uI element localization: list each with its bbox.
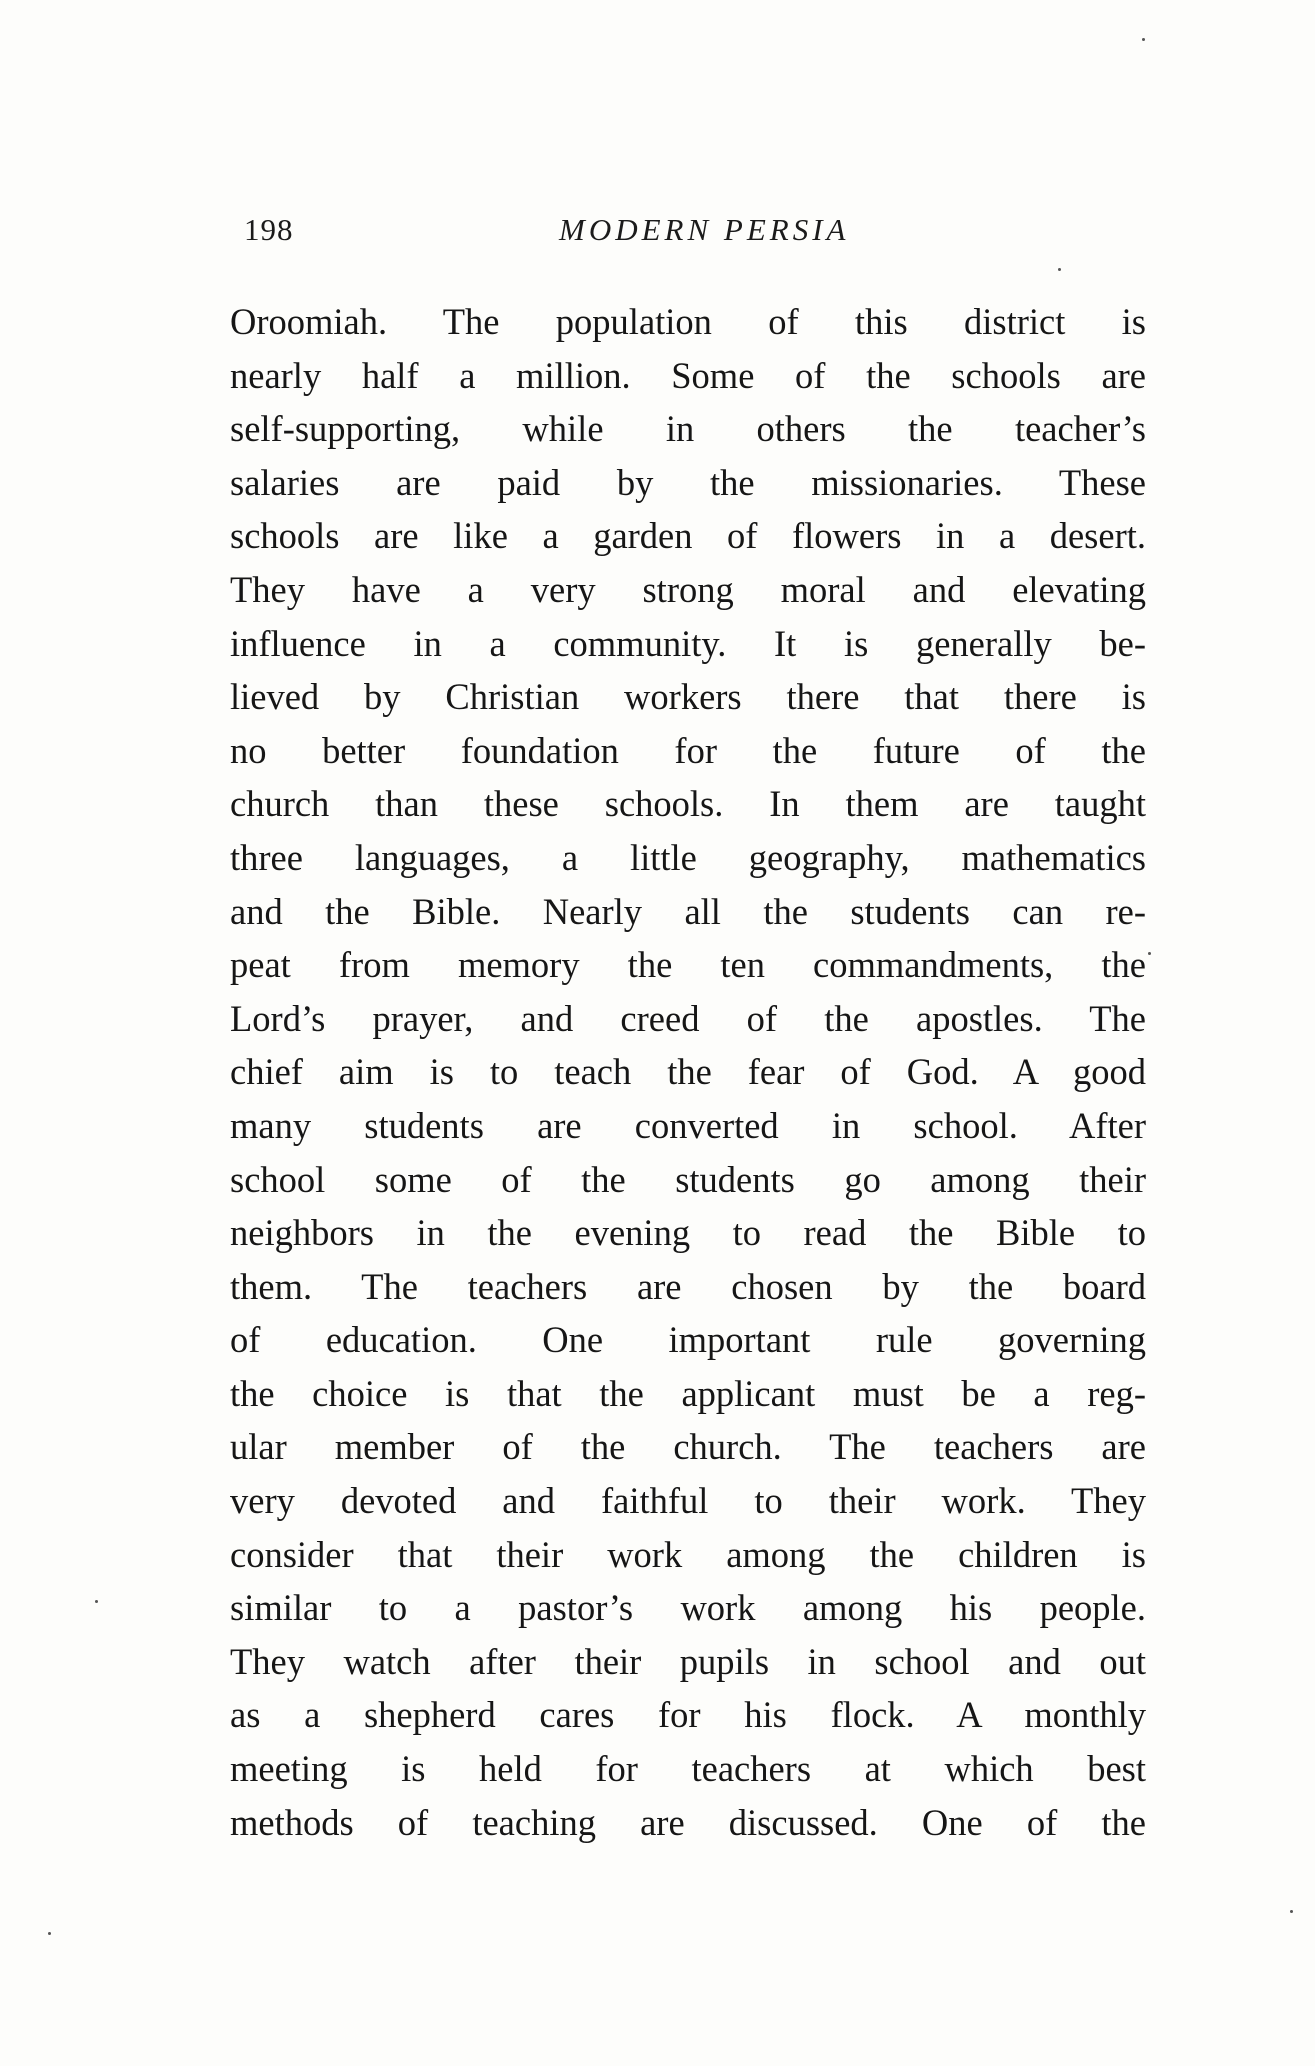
scan-speck: [95, 1600, 98, 1603]
body-text: [230, 295, 1146, 1849]
text-line: Oroomiah. The population of this district is: [230, 301, 1146, 342]
scan-speck: [1148, 952, 1151, 955]
text-line: similar to a pastor’s work among his people.: [230, 1587, 1146, 1629]
page-header: [244, 212, 1144, 262]
text-line: Lord’s prayer, and creed of the apostles. The: [230, 997, 1146, 1039]
text-line: self-supporting, while in others the teacher’s: [230, 408, 1146, 450]
text-line: salaries are paid by the missionaries. These: [230, 461, 1146, 503]
scan-speck: [1290, 1910, 1293, 1913]
text-line: consider that their work among the children is: [230, 1533, 1146, 1575]
scan-speck: [1142, 38, 1145, 41]
text-line: chief aim is to teach the fear of God. A good: [230, 1051, 1146, 1093]
text-line: very devoted and faithful to their work. They: [230, 1480, 1146, 1522]
text-line: many students are converted in school. After: [230, 1104, 1146, 1146]
running-title: MODERN PERSIA: [559, 212, 850, 247]
text-line: neighbors in the evening to read the Bible to: [230, 1212, 1146, 1254]
text-line: no better foundation for the future of the: [230, 729, 1146, 771]
text-line: meeting is held for teachers at which best: [230, 1748, 1146, 1790]
text-line: and the Bible. Nearly all the students can re-: [230, 890, 1146, 932]
text-line: church than these schools. In them are taught: [230, 783, 1146, 825]
text-line: peat from memory the ten commandments, the: [230, 944, 1146, 986]
text-line: three languages, a little geography, mathematics: [230, 836, 1146, 878]
scan-speck: [48, 1932, 51, 1935]
text-line: They have a very strong moral and elevating: [230, 568, 1146, 610]
text-line: the choice is that the applicant must be a reg-: [230, 1372, 1146, 1414]
text-line: nearly half a million. Some of the schools are: [230, 354, 1146, 396]
text-line: They watch after their pupils in school and out: [230, 1640, 1146, 1682]
text-line: schools are like a garden of flowers in a desert.: [230, 515, 1146, 557]
text-line: lieved by Christian workers there that there is: [230, 676, 1146, 718]
text-line: school some of the students go among their: [230, 1158, 1146, 1200]
page-number: 198: [244, 212, 294, 247]
text-line: influence in a community. It is generally be-: [230, 622, 1146, 664]
text-line: them. The teachers are chosen by the board: [230, 1265, 1146, 1307]
text-line: methods of teaching are discussed. One of the: [230, 1801, 1146, 1843]
scan-speck: [1058, 268, 1061, 271]
text-line: of education. One important rule governing: [230, 1319, 1146, 1361]
text-line: ular member of the church. The teachers are: [230, 1426, 1146, 1468]
text-line: as a shepherd cares for his flock. A monthly: [230, 1694, 1146, 1736]
